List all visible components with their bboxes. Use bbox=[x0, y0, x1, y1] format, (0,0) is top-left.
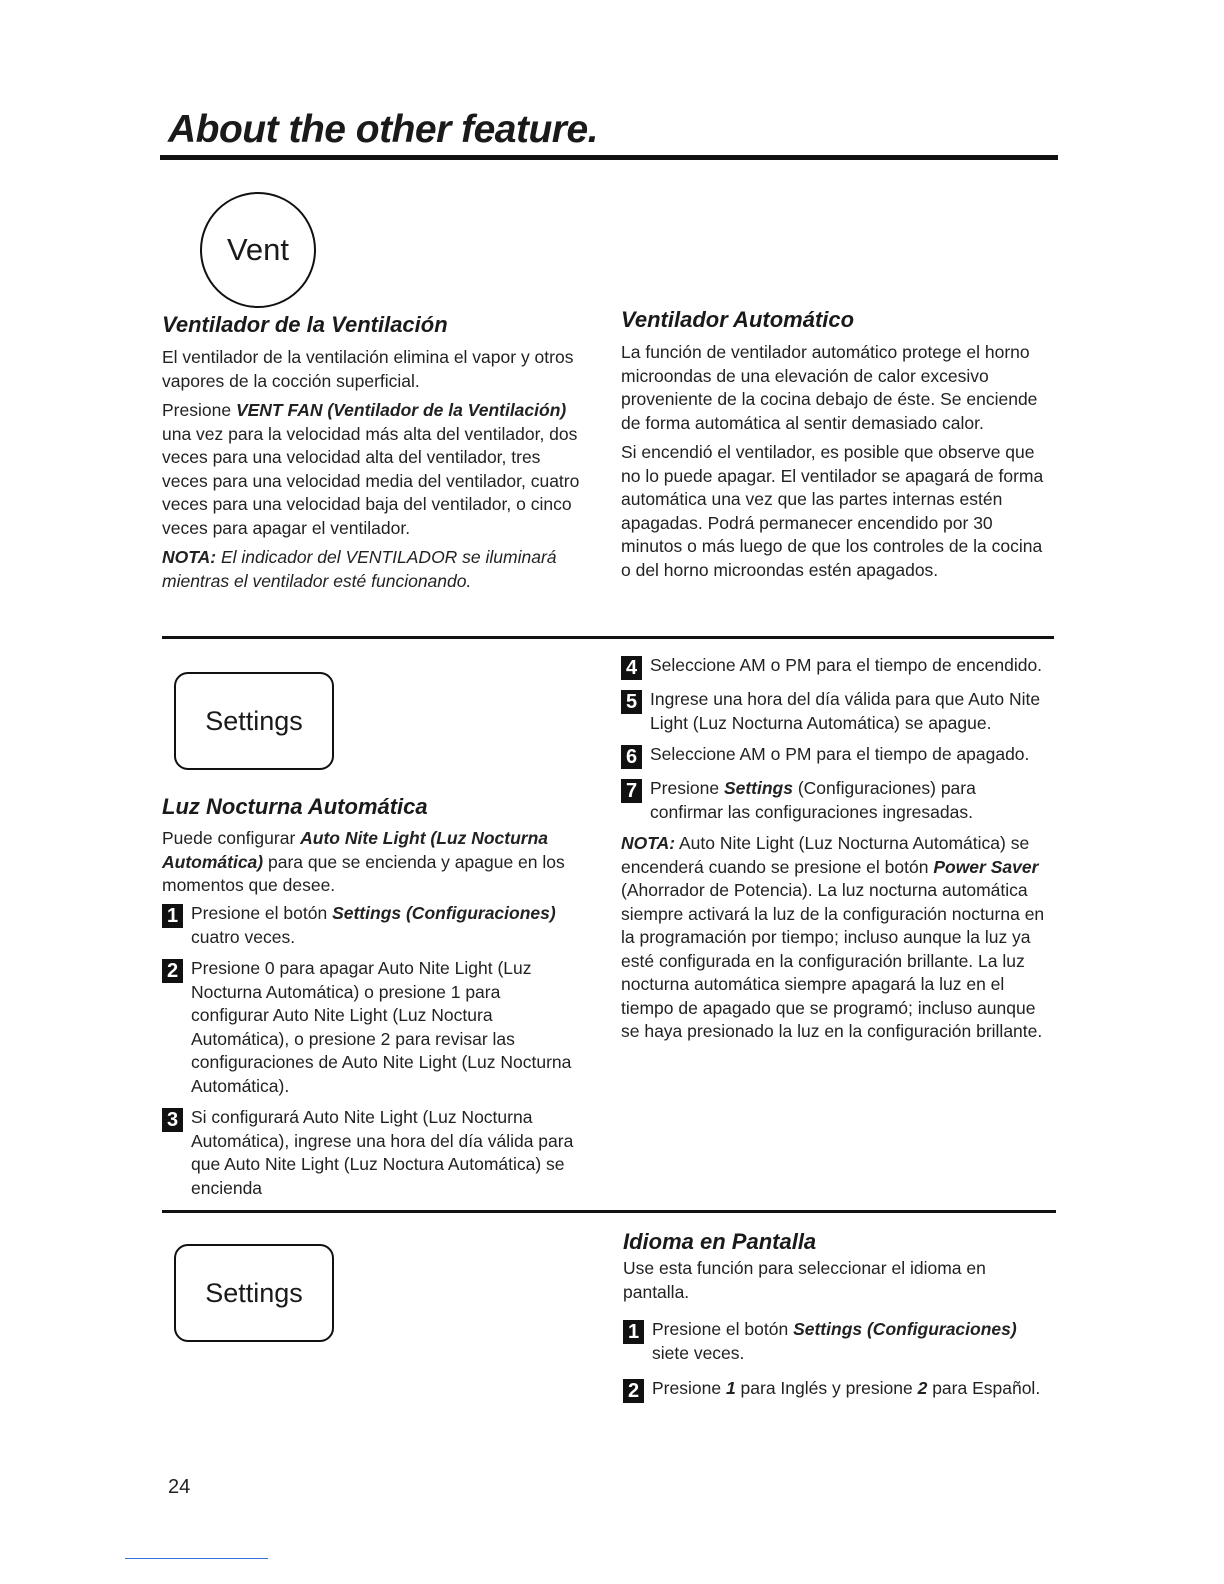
section-rule-2 bbox=[162, 1210, 1056, 1213]
step-item: 6 Seleccione AM o PM para el tiempo de apagado. bbox=[621, 743, 1051, 769]
vent-heading: Ventilador de la Ventilación bbox=[162, 312, 448, 337]
step-item: 4 Seleccione AM o PM para el tiempo de encendido. bbox=[621, 654, 1051, 680]
night-light-steps-right bbox=[621, 654, 1051, 1044]
page-number: 24 bbox=[168, 1476, 191, 1498]
vent-nota: NOTA: El indicador del VENTILADOR se iluminará mientras el ventilador esté funcionando. bbox=[162, 547, 557, 591]
night-light-nota: NOTA: Auto Nite Light (Luz Nocturna Automática) se encenderá cuando se presione el botón Power Saver (Ahorrador de Potencia). La luz nocturna automática siempre activará la luz de la configuración nocturna en la programación por tiempo; incluso aunque la luz ya esté configurada en la configuración brillante. La luz nocturna automática siempre apagará la luz en el tiempo de apagado que se programó; incluso aunque se haya presionado la luz en la configuración brillante. bbox=[621, 833, 1045, 1041]
title-rule bbox=[160, 155, 1058, 160]
step-number: 2 bbox=[623, 1379, 644, 1403]
night-light-heading: Luz Nocturna Automática bbox=[162, 794, 428, 819]
settings-icon-label: Settings bbox=[205, 1277, 303, 1308]
step-item: 1 Presione el botón Settings (Configuraciones) siete veces. bbox=[623, 1318, 1043, 1365]
vent-p2: Presione VENT FAN (Ventilador de la Ventilación) una vez para la velocidad más alta del ventilador, dos veces para una velocidad alta del ventilador, tres veces para una velocidad media del ventilador, cuatro veces para una velocidad baja del ventilador, o cinco veces para apagar el ventilador. bbox=[162, 400, 580, 538]
step-number: 5 bbox=[621, 690, 642, 714]
step-item: 3 Si configurará Auto Nite Light (Luz Nocturna Automática), ingrese una hora del día válida para que Auto Nite Light (Luz Noctura Automática) se encienda bbox=[162, 1106, 582, 1200]
step-number: 1 bbox=[162, 904, 183, 928]
step-number: 3 bbox=[162, 1108, 183, 1132]
auto-fan-p1: La función de ventilador automático protege el horno microondas de una elevación de calor excesivo proveniente de la cocina debajo de éste. Se enciende de forma automática al sentir demasiado calor. bbox=[621, 342, 1038, 433]
step-item: 5 Ingrese una hora del día válida para que Auto Nite Light (Luz Nocturna Automática) se apague. bbox=[621, 688, 1051, 735]
vent-icon-label: Vent bbox=[226, 232, 290, 267]
step-number: 4 bbox=[621, 656, 642, 680]
step-number: 1 bbox=[623, 1320, 644, 1344]
step-number: 2 bbox=[162, 959, 183, 983]
night-light-intro: Puede configurar Auto Nite Light (Luz Nocturna Automática) para que se encienda y apague en los momentos que desee. bbox=[162, 828, 565, 895]
step-item: 2 Presione 0 para apagar Auto Nite Light (Luz Nocturna Automática) o presione 1 para configurar Auto Nite Light (Luz Noctura Automática), o presione 2 para revisar las configuraciones de Auto Nite Light (Luz Nocturna Automática). bbox=[162, 957, 582, 1098]
settings-button-icon-2 bbox=[174, 1244, 334, 1342]
step-item: 2 Presione 1 para Inglés y presione 2 para Español. bbox=[623, 1377, 1043, 1403]
language-heading: Idioma en Pantalla bbox=[623, 1229, 817, 1254]
language-intro: Use esta función para seleccionar el idioma en pantalla. bbox=[623, 1258, 986, 1302]
language-steps bbox=[623, 1318, 1043, 1403]
settings-button-icon bbox=[174, 672, 334, 770]
night-light-steps-left bbox=[162, 902, 582, 1200]
section-rule-1 bbox=[162, 636, 1054, 639]
vent-p1: El ventilador de la ventilación elimina el vapor y otros vapores de la cocción superficial. bbox=[162, 347, 574, 391]
vent-button-icon bbox=[200, 192, 316, 308]
settings-icon-label: Settings bbox=[205, 705, 303, 736]
auto-fan-heading: Ventilador Automático bbox=[621, 307, 855, 332]
auto-fan-p2: Si encendió el ventilador, es posible que observe que no lo puede apagar. El ventilador se apagará de forma automática una vez que las partes internas estén apagadas. Podrá permanecer encendido por 30 minutos o más luego de que los controles de la cocina o del horno microondas estén apagados. bbox=[621, 442, 1044, 580]
step-item: 7 Presione Settings (Configuraciones) para confirmar las configuraciones ingresadas. bbox=[621, 777, 1051, 824]
step-number: 6 bbox=[621, 745, 642, 769]
footer-line bbox=[125, 1558, 268, 1559]
page-title: About the other feature. bbox=[168, 108, 599, 151]
vent-section-text bbox=[162, 346, 582, 593]
step-item: 1 Presione el botón Settings (Configuraciones) cuatro veces. bbox=[162, 902, 582, 949]
auto-fan-section-text bbox=[621, 341, 1046, 582]
step-number: 7 bbox=[621, 779, 642, 803]
